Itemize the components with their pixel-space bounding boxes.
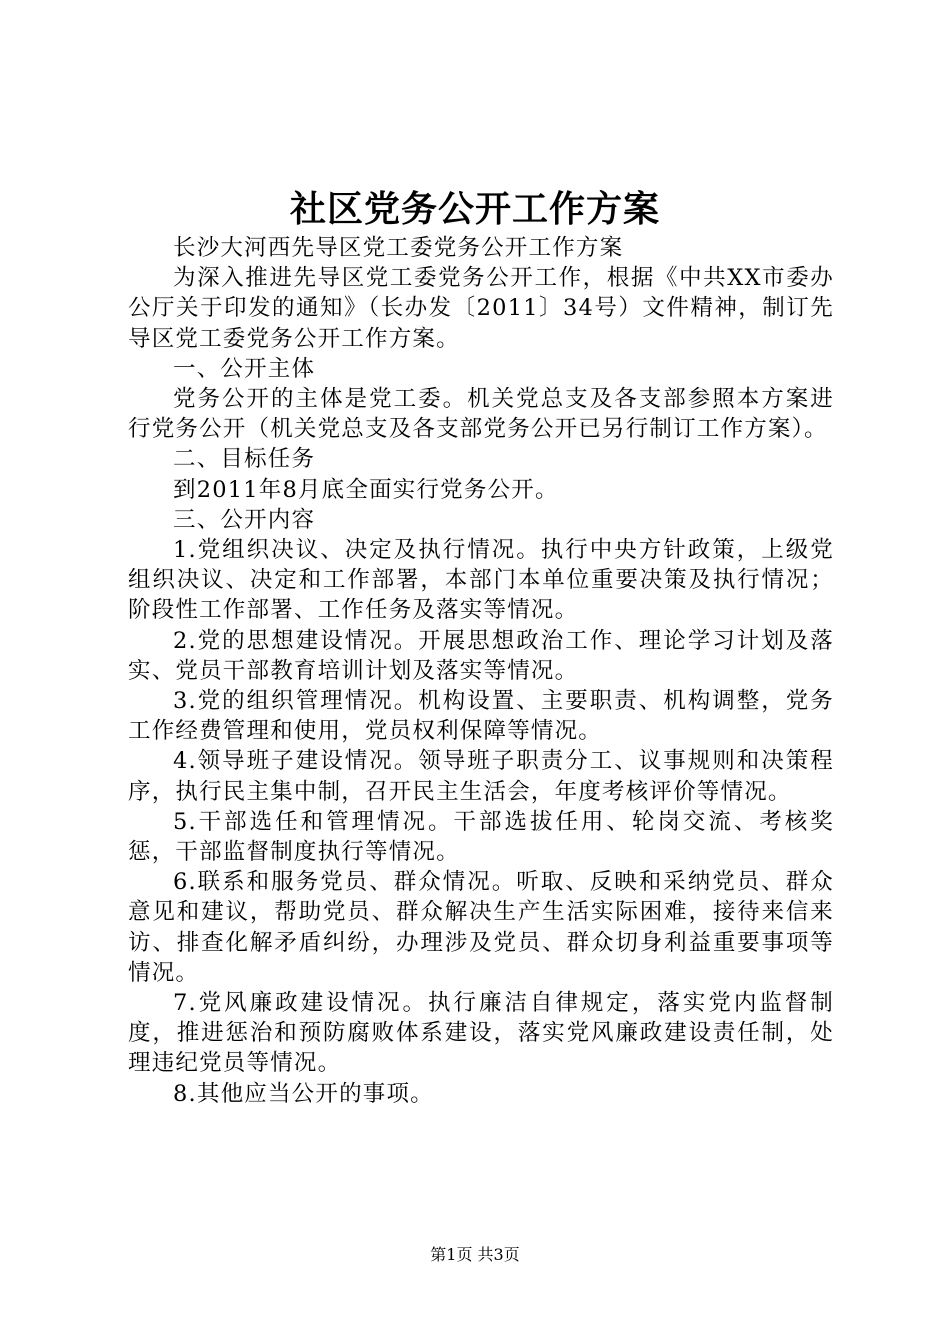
section-heading-2: 二、目标任务	[173, 446, 316, 473]
list-item-8: 8.其他应当公开的事项。	[173, 1080, 434, 1107]
paragraph-subject: 党务公开的主体是党工委。机关党总支及各支部参照本方案进行党务公开（机关党总支及各支部党务公开已另行制订工作方案）。	[128, 386, 834, 443]
list-item-5: 5.干部选任和管理情况。干部选拔任用、轮岗交流、考核奖惩，干部监督制度执行等情况。	[128, 808, 834, 866]
list-item-3: 3.党的组织管理情况。机构设置、主要职责、机构调整，党务工作经费管理和使用，党员权利保障等情况。	[128, 688, 834, 745]
list-item-7: 7.党风廉政建设情况。执行廉洁自律规定，落实党内监督制度，推进惩治和预防腐败体系建设，落实党风廉政建设责任制，处理违纪党员等情况。	[128, 990, 834, 1077]
list-item-4: 4.领导班子建设情况。领导班子职责分工、议事规则和决策程序，执行民主集中制，召开民主生活会，年度考核评价等情况。	[128, 748, 834, 805]
paragraph-subtitle: 长沙大河西先导区党工委党务公开工作方案	[173, 235, 624, 261]
document-title: 社区党务公开工作方案	[289, 188, 660, 230]
list-item-2: 2.党的思想建设情况。开展思想政治工作、理论学习计划及落实、党员干部教育培训计划及落实等情况。	[128, 627, 834, 684]
list-item-6: 6.联系和服务党员、群众情况。听取、反映和采纳党员、群众意见和建议，帮助党员、群众解决生产生活实际困难，接待来信来访、排查化解矛盾纠纷，办理涉及党员、群众切身利益重要事项等情况。	[128, 869, 834, 986]
paragraph-goal: 到2011年8月底全面实行党务公开。	[173, 476, 559, 503]
list-item-1: 1.党组织决议、决定及执行情况。执行中央方针政策，上级党组织决议、决定和工作部署，本部门本单位重要决策及执行情况；阶段性工作部署、工作任务及落实等情况。	[128, 537, 834, 624]
document-body	[128, 233, 834, 1109]
section-heading-1: 一、公开主体	[173, 355, 316, 382]
paragraph-intro: 为深入推进先导区党工委党务公开工作，根据《中共XX市委办公厅关于印发的通知》（长办发〔2011〕34号）文件精神，制订先导区党工委党务公开工作方案。	[128, 265, 834, 352]
section-heading-3: 三、公开内容	[173, 506, 316, 533]
page-footer: 第1页 共3页	[430, 1245, 520, 1264]
